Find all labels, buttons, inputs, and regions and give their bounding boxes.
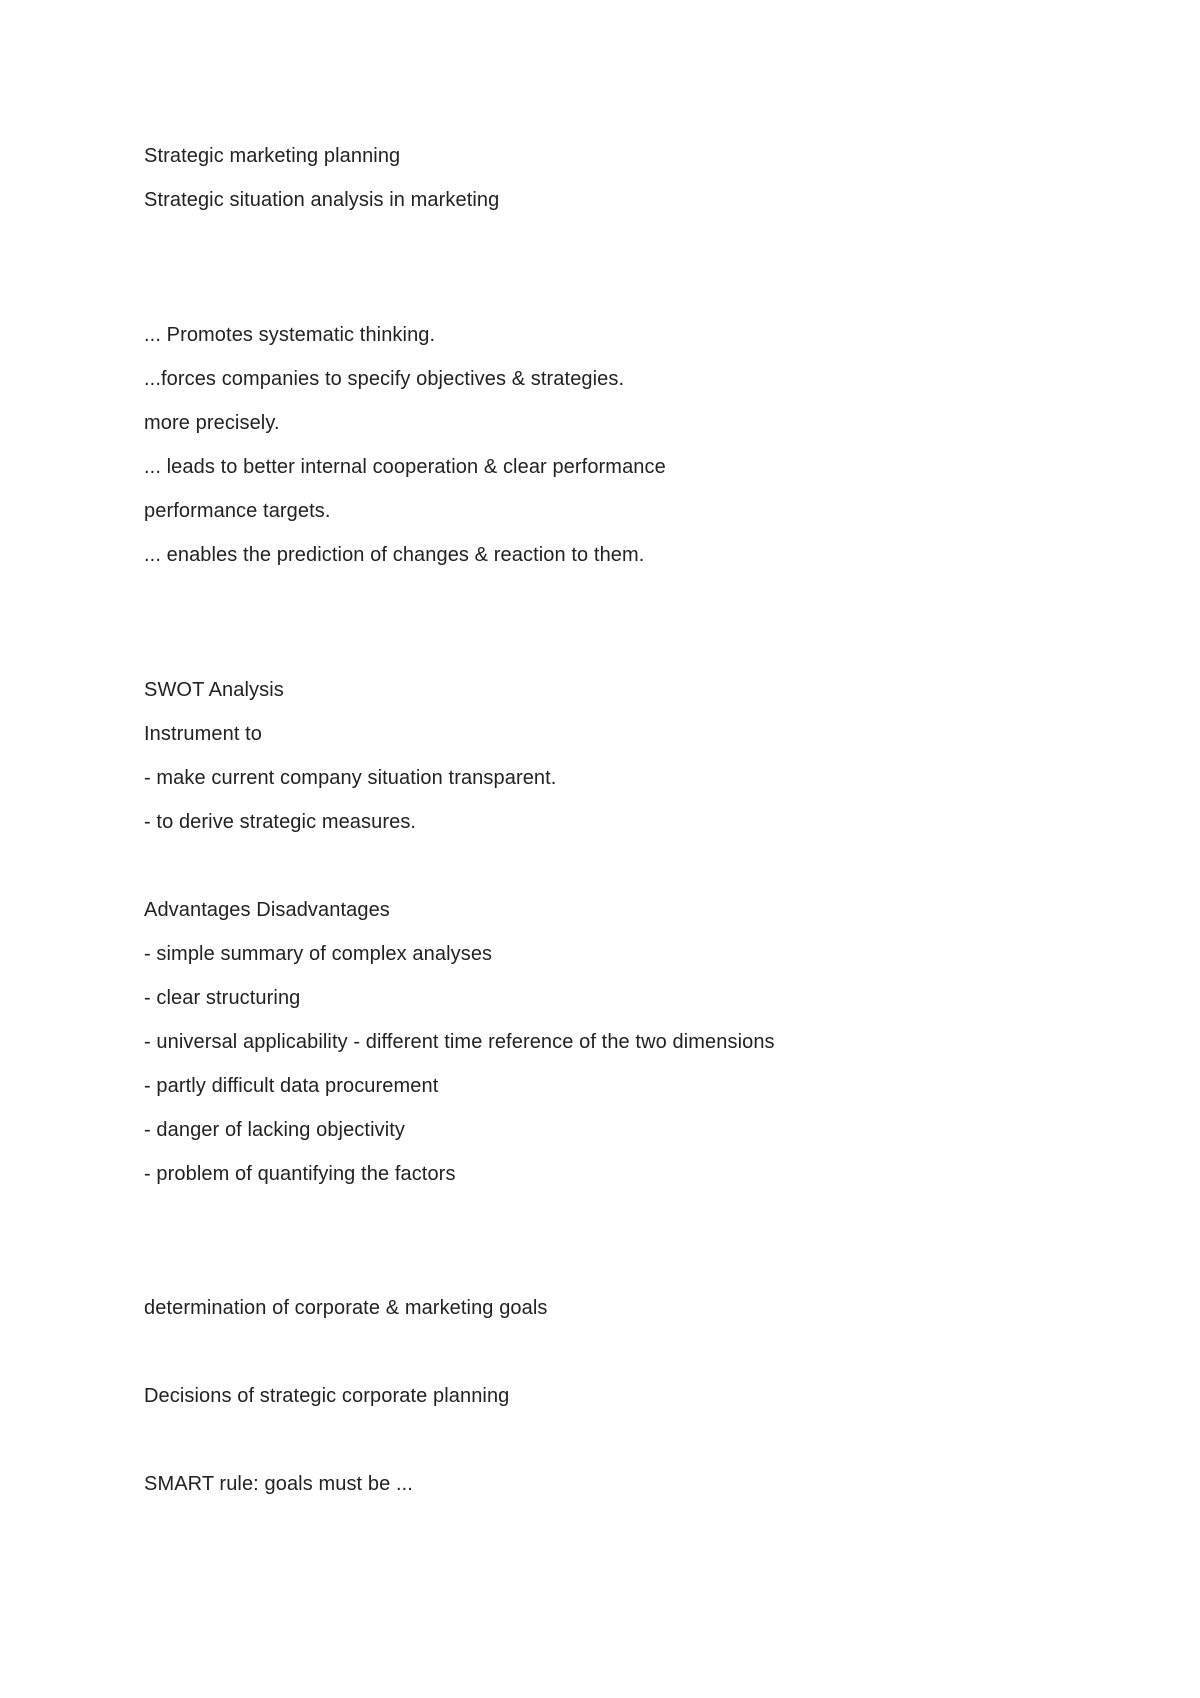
list-item: - universal applicability - different time reference of the two dimensions xyxy=(144,1031,775,1053)
heading-strategic-marketing-planning: Strategic marketing planning xyxy=(144,145,401,167)
heading-swot-analysis: SWOT Analysis xyxy=(144,679,284,701)
heading-decisions: Decisions of strategic corporate planning xyxy=(144,1385,510,1407)
text-line: ...forces companies to specify objectives & strategies. xyxy=(144,368,625,390)
list-item: - problem of quantifying the factors xyxy=(144,1163,456,1185)
text-line: ... leads to better internal cooperation & clear performance xyxy=(144,456,666,478)
list-item: - partly difficult data procurement xyxy=(144,1075,439,1097)
text-line: performance targets. xyxy=(144,500,331,522)
text-line: more precisely. xyxy=(144,412,280,434)
text-line: Instrument to xyxy=(144,723,263,745)
text-line: ... Promotes systematic thinking. xyxy=(144,324,436,346)
list-item: - simple summary of complex analyses xyxy=(144,943,493,965)
heading-smart-rule: SMART rule: goals must be ... xyxy=(144,1473,413,1495)
list-item: - danger of lacking objectivity xyxy=(144,1119,406,1141)
heading-advantages-disadvantages: Advantages Disadvantages xyxy=(144,899,390,921)
list-item: - to derive strategic measures. xyxy=(144,811,417,833)
list-item: - clear structuring xyxy=(144,987,301,1009)
list-item: - make current company situation transparent. xyxy=(144,767,557,789)
heading-goals: determination of corporate & marketing goals xyxy=(144,1297,548,1319)
subheading-situation-analysis: Strategic situation analysis in marketing xyxy=(144,189,500,211)
text-line: ... enables the prediction of changes & reaction to them. xyxy=(144,544,645,566)
